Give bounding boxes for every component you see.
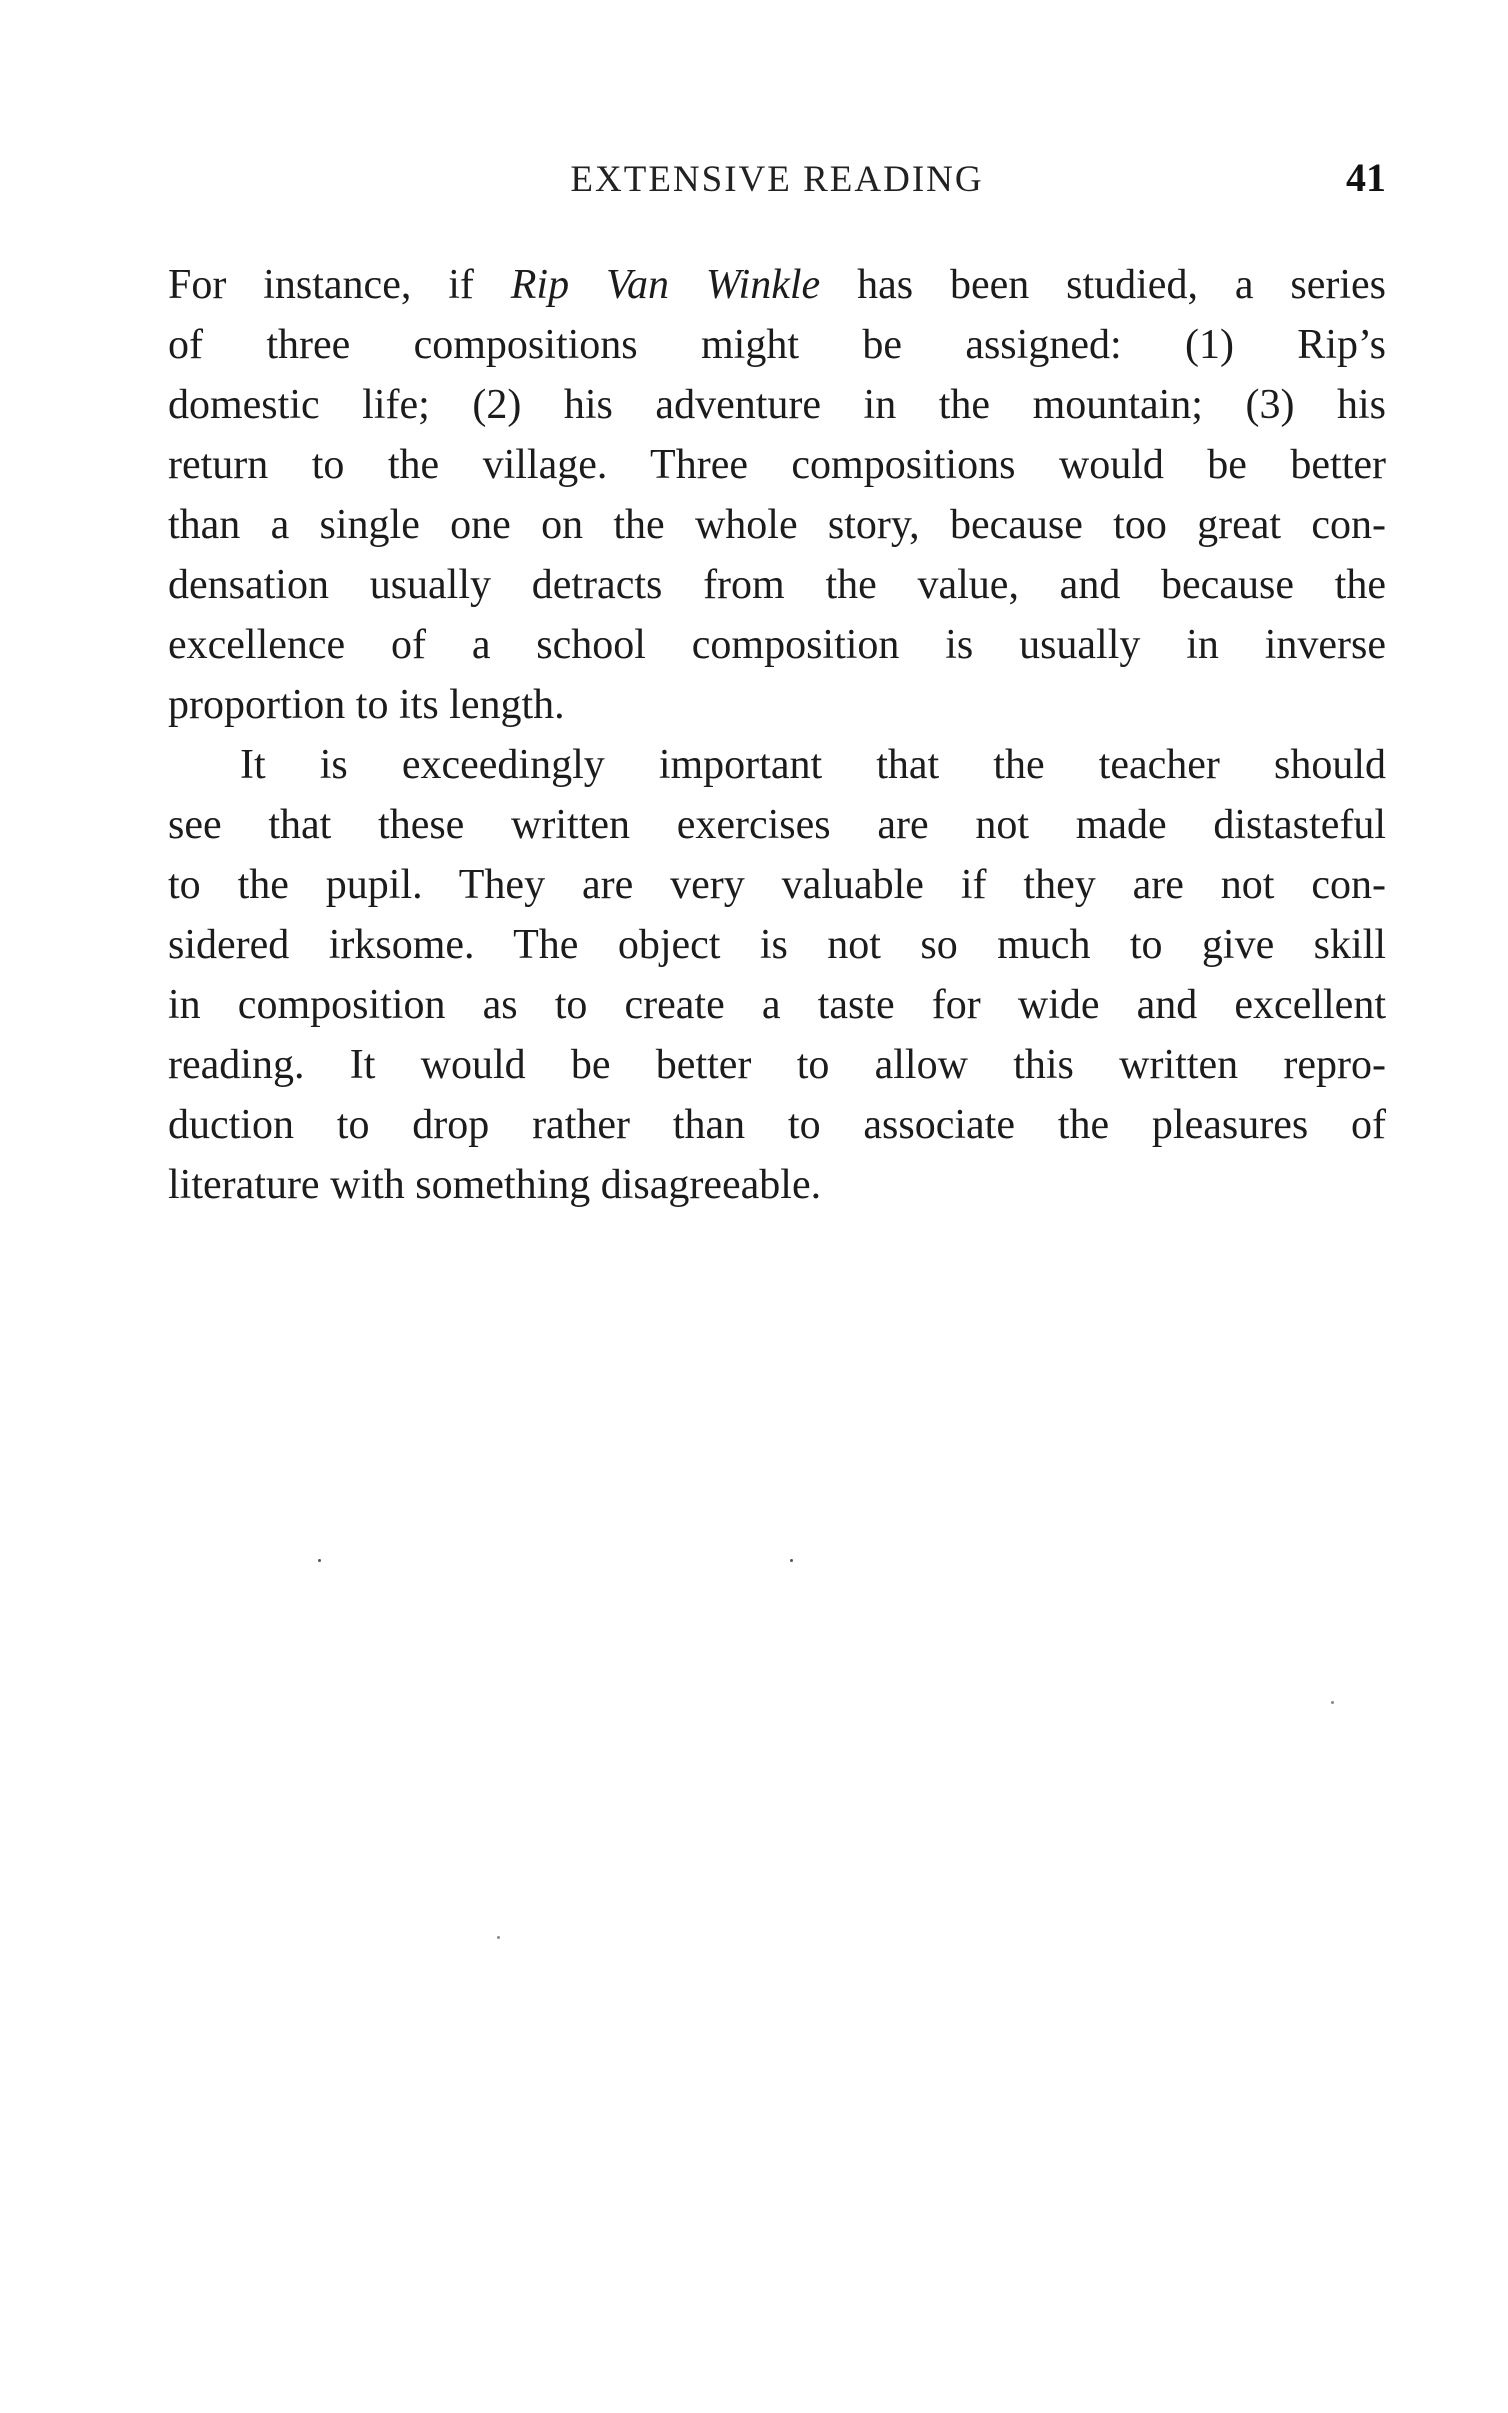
scan-speck (1331, 1701, 1334, 1704)
text-line: return to the village. Three compositions would be better (168, 442, 1386, 488)
paragraph-1 (168, 255, 1386, 735)
text-line: proportion to its length. (168, 682, 565, 728)
page-number: 41 (1346, 155, 1386, 200)
paragraph-2 (168, 735, 1386, 1215)
text-line: literature with something disagreeable. (168, 1162, 822, 1208)
text-line: reading. It would be better to allow this written repro- (168, 1042, 1386, 1088)
running-head (168, 155, 1386, 208)
text-line: duction to drop rather than to associate the pleasures of (168, 1102, 1386, 1148)
scan-speck (318, 1559, 321, 1562)
text-line (168, 255, 1386, 315)
text-line: densation usually detracts from the value, and because the (168, 562, 1386, 608)
text-span: has been studied, a series (820, 262, 1386, 308)
text-line: see that these written exercises are not made distasteful (168, 802, 1386, 848)
text-line: to the pupil. They are very valuable if they are not con- (168, 862, 1386, 908)
scan-speck (497, 1936, 500, 1939)
text-line: sidered irksome. The object is not so much to give skill (168, 922, 1386, 968)
running-title: EXTENSIVE READING (570, 159, 984, 200)
book-title-italic: Rip Van Winkle (510, 262, 821, 308)
text-line: than a single one on the whole story, because too great con- (168, 502, 1386, 548)
text-line: excellence of a school composition is usually in inverse (168, 622, 1386, 668)
scan-speck (790, 1559, 793, 1562)
text-span: For instance, if (168, 262, 511, 308)
text-line: in composition as to create a taste for wide and excellent (168, 982, 1386, 1028)
body-text (168, 255, 1386, 1215)
text-line: domestic life; (2) his adventure in the mountain; (3) his (168, 382, 1386, 428)
text-line: of three compositions might be assigned: (1) Rip’s (168, 322, 1386, 368)
text-line: It is exceedingly important that the teacher should (240, 742, 1386, 788)
